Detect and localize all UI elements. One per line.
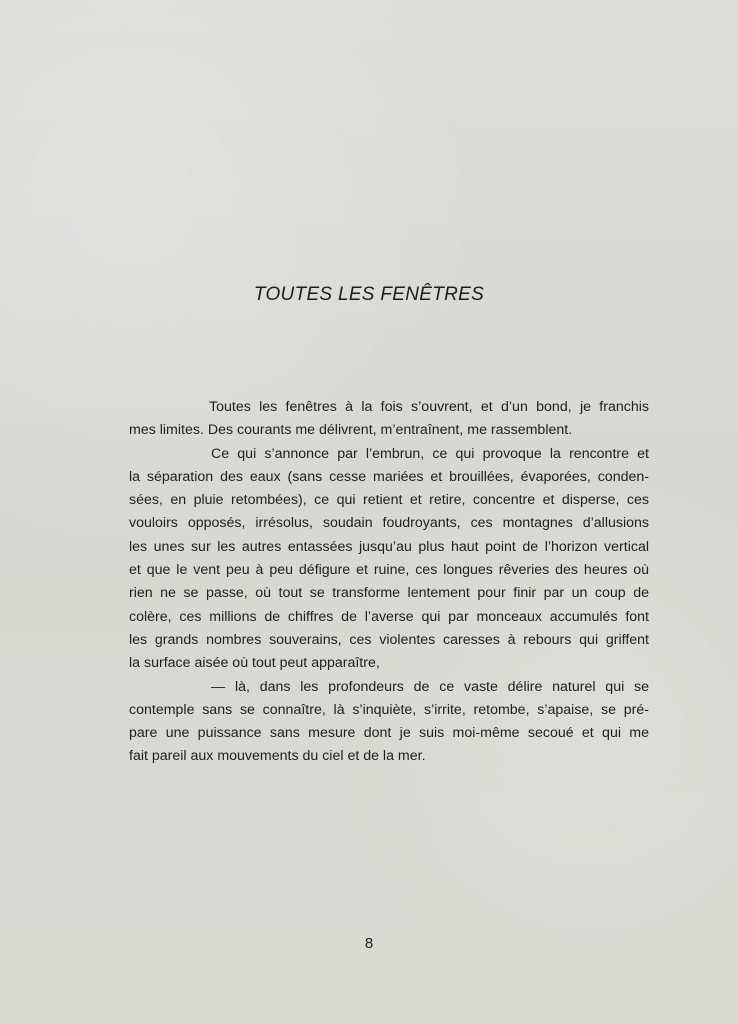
text-line-13: — là, dans les profondeurs de ce vaste délire naturel qui se (211, 678, 649, 695)
text-line-14: contemple sans se connaître, là s’inquiète, s’irrite, retombe, s’apaise, se pré- (129, 701, 649, 718)
text-line-12: la surface aisée où tout peut apparaître, (129, 655, 380, 672)
page-title: TOUTES LES FENÊTRES (253, 284, 485, 305)
text-line-15: pare une puissance sans mesure dont je suis moi-même secoué et qui me (129, 725, 649, 742)
text-line-10: colère, ces millions de chiffres de l’averse qui par monceaux accumulés font (129, 608, 649, 625)
body-text (129, 396, 649, 769)
text-line-16: fait pareil aux mouvements du ciel et de la mer. (129, 748, 426, 765)
text-line-6: vouloirs opposés, irrésolus, soudain foudroyants, ces montagnes d’allusions (129, 515, 649, 532)
text-line-2: mes limites. Des courants me délivrent, m’entraînent, me rassemblent. (129, 422, 573, 439)
text-line-8: et que le vent peu à peu défigure et ruine, ces longues rêveries des heures où (129, 562, 649, 579)
text-line-1: Toutes les fenêtres à la fois s’ouvrent, et d’un bond, je franchis (209, 399, 649, 415)
text-line-7: les unes sur les autres entassées jusqu’au plus haut point de l’horizon vertical (129, 538, 649, 555)
text-line-9: rien ne se passe, où tout se transforme lentement pour finir par un coup de (129, 585, 649, 602)
text-line-3: Ce qui s’annonce par l’embrun, ce qui provoque la rencontre et (211, 445, 649, 462)
text-line-5: sées, en pluie retombées), ce qui retient et retire, concentre et disperse, ces (129, 492, 649, 509)
page-number: 8 (364, 935, 374, 952)
text-line-4: la séparation des eaux (sans cesse mariées et brouillées, évaporées, conden- (129, 468, 649, 485)
text-line-11: les grands nombres souverains, ces violentes caresses à rebours qui griffent (129, 631, 649, 648)
